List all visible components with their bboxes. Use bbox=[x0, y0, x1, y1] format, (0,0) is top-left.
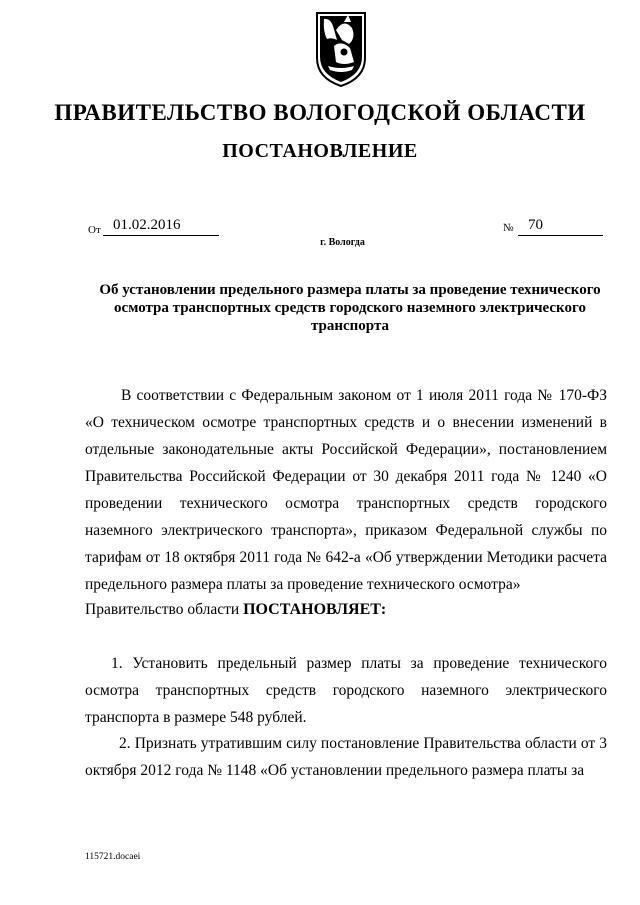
document-subject: Об установлении предельного размера платы за проведение технического осмотра транспортных средств городского наземного электрического транспорта bbox=[99, 282, 601, 334]
government-title: ПРАВИТЕЛЬСТВО ВОЛОГОДСКОЙ ОБЛАСТИ bbox=[54, 100, 586, 125]
decree-prefix: Правительство области bbox=[85, 601, 240, 618]
decree-word: ПОСТАНОВЛЯЕТ: bbox=[243, 601, 387, 618]
item-2-paragraph: 2. Признать утратившим силу постановление Правительства области от 3 октября 2012 года № 1148 «Об установлении предельного размера платы за bbox=[85, 735, 607, 779]
decree-line bbox=[85, 601, 386, 619]
document-type: ПОСТАНОВЛЕНИЕ bbox=[222, 140, 418, 162]
date-prefix: От bbox=[88, 224, 101, 236]
preamble-paragraph: В соответствии с Федеральным законом от 1 июля 2011 года № 170-ФЗ «О техническом осмотре транспортных средств и о внесении изменений в отдельные законодательные акты Российской Федерации», постановлением Правительства Российской Федерации от 30 декабря 2011 года № 1240 «О проведении технического осмотра транспортных средств городского наземного электрического транспорта», приказом Федеральной службы по тарифам от 18 октября 2011 года № 642-а «Об утверждении Методики расчета предельного размера платы за проведение технического осмотра» bbox=[85, 387, 607, 593]
number-prefix: № bbox=[503, 222, 514, 234]
coat-of-arms-emblem bbox=[314, 10, 368, 88]
file-footer: 115721.docaei bbox=[85, 852, 141, 862]
document-date: 01.02.2016 bbox=[103, 216, 219, 236]
item-1-paragraph: 1. Установить предельный размер платы за проведение технического осмотра транспортных средств городского наземного электрического транспорта в размере 548 рублей. bbox=[85, 655, 607, 726]
place-of-issue: г. Вологда bbox=[320, 237, 365, 248]
document-number: 70 bbox=[518, 216, 603, 236]
